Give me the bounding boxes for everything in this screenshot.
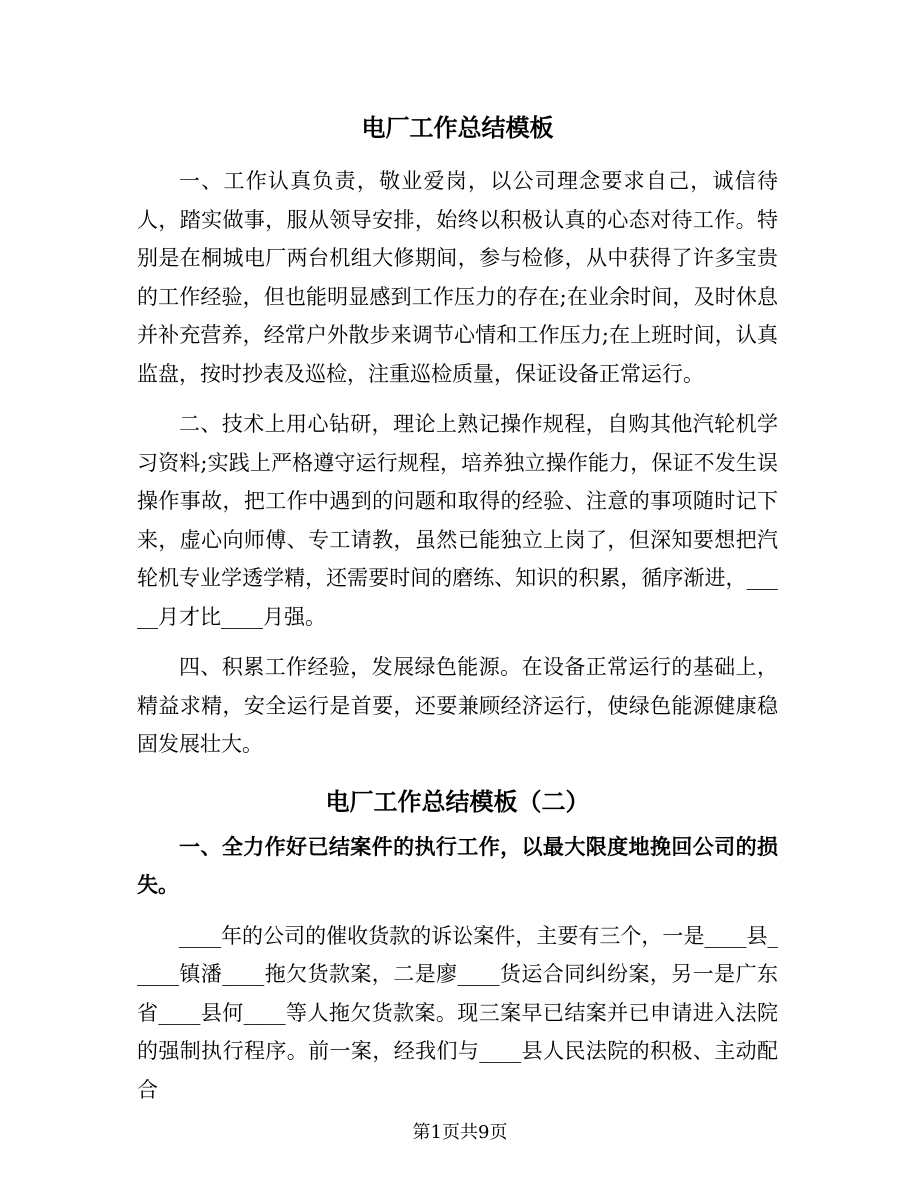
section2-title: 电厂工作总结模板（二） [325, 787, 590, 816]
paragraph-1: 一、工作认真负责，敬业爱岗，以公司理念要求自己，诚信待人，踏实做事，服从领导安排，始终以积极认真的心态对待工作。特别是在桐城电厂两台机组大修期间，参与检修，从中获得了许多宝贵的工作经验，但也能明显感到工作压力的存在;在业余时间，及时休息并补充营养，经常户外散步来调节心情和工作压力;在上班时间，认真监盘，按时抄表及巡检，注重巡检质量，保证设备正常运行。 [137, 169, 778, 386]
paragraph-2: 二、技术上用心钻研，理论上熟记操作规程，自购其他汽轮机学习资料;实践上严格遵守运行规程，培养独立操作能力，保证不发生误操作事故，把工作中遇到的问题和取得的经验、注意的事项随时记下来，虚心向师傅、专工请教，虽然已能独立上岗了，但深知要想把汽轮机专业学透学精，还需要时间的磨练、知识的积累，循序渐进，_____月才比____月强。 [137, 412, 778, 629]
document-content [137, 100, 778, 1121]
section2-heading: 一、全力作好已结案件的执行工作，以最大限度地挽回公司的损失。 [137, 833, 778, 897]
section2-paragraph: ____年的公司的催收货款的诉讼案件，主要有三个，一是____县_____镇潘____拖欠货款案，二是廖____货运合同纠纷案，另一是广东省____县何____等人拖欠货款案。现三案早已结案并已申请进入法院的强制执行程序。前一案，经我们与____县人民法院的积极、主动配合 [137, 923, 778, 1102]
page-number: 第1页共9页 [412, 1122, 508, 1143]
paragraph-3: 四、积累工作经验，发展绿色能源。在设备正常运行的基础上，精益求精，安全运行是首要，还要兼顾经济运行，使绿色能源健康稳固发展壮大。 [137, 655, 778, 756]
document-title: 电厂工作总结模板 [361, 114, 554, 142]
